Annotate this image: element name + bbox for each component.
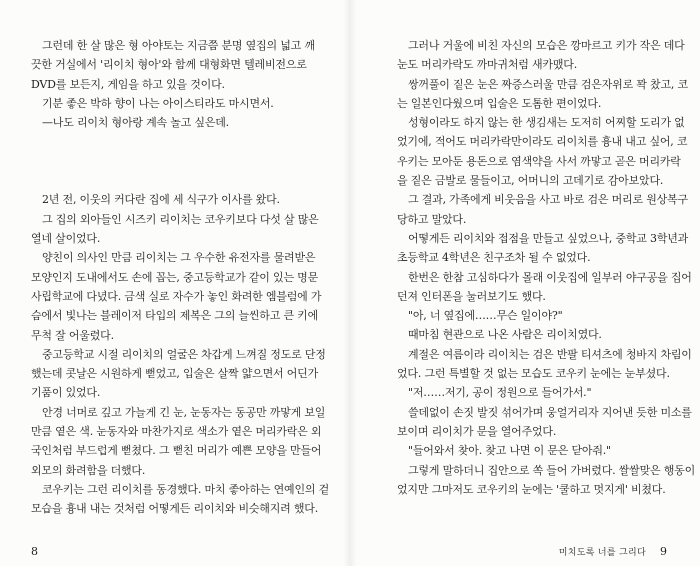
paragraph-line: 한번은 한참 고심하다가 몰래 이웃집에 일부러 야구공을 집어 (408, 270, 692, 284)
paragraph-line: 열네 살이었다. (31, 232, 101, 246)
paragraph-line: 외모의 화려함을 더했다. (31, 463, 146, 477)
section-break (31, 132, 321, 190)
paragraph-line: 중고등학교 시절 리이치의 얼굴은 차갑게 느껴질 정도로 단정 (42, 347, 326, 361)
paragraph-line: 모양인지 도내에서도 손에 꼽는, 중고등학교가 같이 있는 명문 (31, 270, 319, 284)
paragraph-line: 보이며 리이치가 문을 열어주었다. (397, 424, 557, 438)
paragraph-line: 당하고 말았다. (397, 212, 467, 226)
paragraph-line: 기품이 있었다. (31, 386, 101, 400)
paragraph-line: 그러나 거울에 비친 자신의 모습은 깡마르고 키가 작은 데다 (408, 39, 685, 52)
paragraph-line: 2년 전, 이웃의 커다란 집에 세 식구가 이사를 왔다. (42, 193, 280, 207)
dialogue-line: "들어와서 찾아. 찾고 나면 이 문은 닫아줘." (408, 444, 611, 458)
paragraph-line: 기분 좋은 박하 향이 나는 아이스티라도 마시면서. (42, 96, 274, 110)
paragraph-line: 그 집의 외아들인 시즈키 리이치는 코우키보다 다섯 살 많은 (42, 212, 319, 226)
paragraph-line: 그렇게 말하더니 집안으로 쏙 들어 가버렸다. 쌀쌀맞은 행동이 (408, 463, 696, 477)
paragraph-line: 었기에, 적어도 머리카락만이라도 리이치를 흉내 내고 싶어, 코 (397, 135, 688, 149)
paragraph-line: 는 일본인다웠으며 입술은 도톰한 편이었다. (397, 96, 602, 110)
paragraph-line: 초등학교 4학년은 친구조차 될 수 없었다. (397, 251, 591, 265)
paragraph-line: 쓸데없이 손짓 발짓 섞어가며 웅얼거리자 지어낸 듯한 미소를 (408, 405, 692, 419)
paragraph-line: 양친이 의사인 만큼 리이치는 그 우수한 유전자를 물려받은 (42, 251, 316, 265)
paragraph-line: 었다. 그런 특별할 것 없는 모습도 코우키 눈에는 눈부셨다. (397, 367, 670, 381)
paragraph-line: 안경 너머로 깊고 가늘게 긴 눈, 눈동자는 동공만 까맣게 보일 (42, 405, 326, 419)
paragraph-line: 을 짙은 금발로 물들이고, 어머니의 고데기로 감아보았다. (397, 174, 664, 188)
left-page-body (31, 36, 330, 519)
paragraph-line: 무척 잘 어울렸다. (31, 328, 114, 342)
paragraph-line: 했는데 콧날은 시원하게 뻗었고, 입술은 살짝 얇으면서 어딘가 (31, 367, 319, 381)
paragraph-line: 계절은 여름이라 리이치는 검은 반팔 티셔츠에 청바지 차림이 (408, 347, 692, 361)
paragraph-line: —나도 리이치 형아랑 계속 놀고 싶은데. (42, 116, 229, 130)
paragraph-line: 때마침 현관으로 나온 사람은 리이치였다. (408, 328, 602, 342)
running-title: 미치도록 너를 그리다 (558, 548, 646, 558)
paragraph-line: 성형이라도 하지 않는 한 생김새는 도저히 어찌할 도리가 없 (408, 116, 685, 130)
page-number: 9 (660, 545, 667, 558)
paragraph-line: 었지만 그마저도 코우키의 눈에는 '쿨하고 멋지게' 비쳤다. (397, 482, 666, 496)
page-footer (559, 545, 667, 558)
paragraph-line: 그 결과, 가족에게 비웃음을 사고 바로 검은 머리로 원상복구 (408, 193, 688, 207)
dialogue-line: "아, 너 옆집에……무슨 일이야?" (408, 309, 563, 323)
right-page (350, 0, 700, 566)
paragraph-line: 그런데 한 살 많은 형 아야토는 지금쯤 분명 옆집의 넓고 깨 (42, 39, 315, 52)
paragraph-line: 어떻게든 리이치와 접점을 만들고 싶었으나, 중학교 3학년과 (408, 231, 689, 245)
right-page-body (397, 36, 696, 499)
paragraph-line: 쌍꺼풀이 짙은 눈은 짜증스러울 만큼 검은자위로 꽉 찼고, 코 (408, 77, 688, 91)
dialogue-line: "저……저기, 공이 정원으로 들어가서." (408, 386, 592, 400)
paragraph-line: 사립학교에 다녔다. 금색 실로 자수가 놓인 화려한 엠블럼에 가 (31, 289, 322, 303)
paragraph-line: 슴에서 빛나는 블레이저 타입의 제복은 그의 늘씬하고 큰 키에 (31, 309, 319, 323)
paragraph-line: 우키는 모아둔 용돈으로 염색약을 사서 까맣고 곧은 머리카락 (397, 154, 681, 168)
paragraph-line: DVD를 보든지, 게임을 하고 있을 것이다. (31, 77, 225, 91)
paragraph-line: 모습을 흉내 내는 것처럼 어떻게든 리이치와 비슷해지려 했다. (31, 502, 319, 516)
paragraph-line: 끗한 거실에서 '리이치 형아'와 함께 대형화면 텔레비전으로 (31, 58, 307, 72)
paragraph-line: 던져 인터폰을 눌러보기도 했다. (397, 289, 546, 303)
paragraph-line: 눈도 머리카락도 까마귀처럼 새카맸다. (397, 58, 578, 72)
page-number: 8 (31, 545, 38, 558)
paragraph-line: 국인처럼 부드럽게 뻗쳤다. 그 뻗친 머리가 예쁜 모양을 만들어 (31, 444, 322, 458)
paragraph-line: 만큼 옅은 색. 눈동자와 마찬가지로 색소가 옅은 머리카락은 외 (31, 425, 322, 439)
paragraph-line: 코우키는 그런 리이치를 동경했다. 마치 좋아하는 연예인의 겉 (42, 482, 330, 496)
